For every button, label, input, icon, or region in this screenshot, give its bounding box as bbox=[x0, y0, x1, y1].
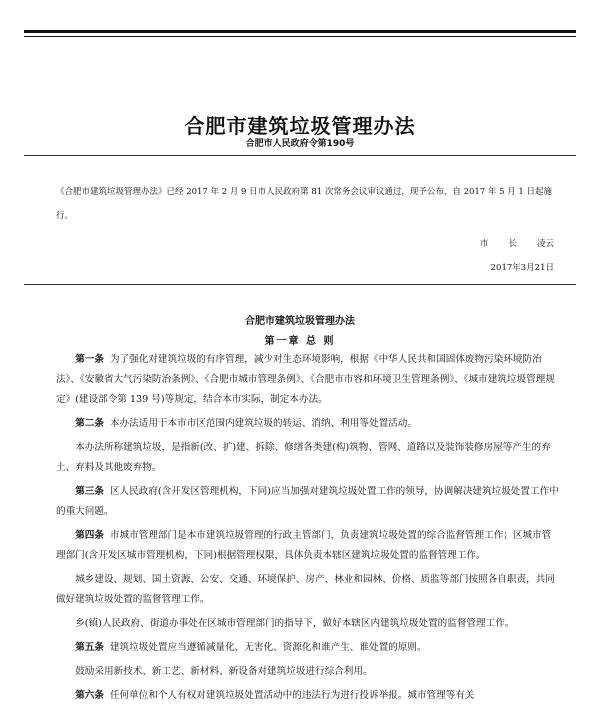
paragraph bbox=[56, 638, 560, 658]
signature-block bbox=[480, 232, 554, 280]
article-label: 第五条 bbox=[75, 642, 104, 653]
paragraph bbox=[56, 438, 560, 478]
top-double-rule bbox=[24, 30, 576, 33]
article-label: 第二条 bbox=[75, 418, 104, 429]
paragraph-text: 乡(镇)人民政府、街道办事处在区城市管理部门的指导下，做好本辖区内建筑垃圾处置的监督管理工作。 bbox=[75, 618, 515, 629]
paragraph-text: 建筑垃圾处置应当遵循减量化、无害化、资源化和谁产生、谁处置的原则。 bbox=[109, 642, 427, 653]
article-label: 第三条 bbox=[75, 486, 104, 497]
paragraph bbox=[56, 414, 560, 434]
paragraph bbox=[56, 526, 560, 566]
signer-title: 市长 bbox=[479, 239, 537, 249]
article-label: 第一条 bbox=[75, 354, 104, 365]
paragraph bbox=[56, 482, 560, 522]
page-title: 合肥市建筑垃圾管理办法 bbox=[184, 114, 416, 138]
signer-line bbox=[480, 232, 554, 256]
law-body bbox=[56, 350, 560, 710]
paragraph-text: 为了强化对建筑垃圾的有序管理，减少对生态环境影响，根据《中华人民共和国固体废物污染环境防治法》、《安徽省大气污染防治条例》、《合肥市城市管理条例》、《合肥市市容和环境卫生管理条例》、《城市建筑垃圾管理规定》(建设部令第 139 号)等规定，结合本市实际，制定本办法。 bbox=[56, 354, 555, 405]
paragraph-text: 本办法所称建筑垃圾，是指新(改、扩)建、拆除、修缮各类建(构)筑物、管网、道路以及装饰装修房屋等产生的弃土、弃料及其他废弃物。 bbox=[56, 442, 551, 473]
paragraph-text: 鼓励采用新技术、新工艺、新材料、新设备对建筑垃圾进行综合利用。 bbox=[75, 666, 373, 677]
paragraph bbox=[56, 662, 560, 682]
paragraph bbox=[56, 350, 560, 410]
paragraph bbox=[56, 686, 560, 706]
decree-number: 合肥市人民政府令第190号 bbox=[245, 139, 355, 149]
top-thin-rule bbox=[24, 36, 576, 37]
law-title: 合肥市建筑垃圾管理办法 bbox=[245, 316, 355, 327]
section-divider-bottom bbox=[24, 284, 576, 285]
issue-date: 2017年3月21日 bbox=[490, 263, 554, 273]
paragraph-text: 区人民政府(含开发区管理机构，下同)应当加强对建筑垃圾处置工作的领导，协调解决建筑垃圾处置工作中的重大问题。 bbox=[56, 486, 559, 517]
paragraph-text: 城乡建设、规划、国土资源、公安、交通、环境保护、房产、林业和园林、价格、质监等部门按照各自职责，共同做好建筑垃圾处置的监督管理工作。 bbox=[56, 574, 555, 605]
signer-name: 凌云 bbox=[536, 239, 554, 249]
section-divider-top bbox=[24, 155, 576, 156]
paragraph-text: 市城市管理部门是本市建筑垃圾管理的行政主管部门，负责建筑垃圾处置的综合监督管理工作；区城市管理部门(含开发区城市管理机构，下同)根据管理权限，具体负责本辖区建筑垃圾处置的监督管理工作。 bbox=[56, 530, 552, 561]
chapter-heading: 第一章 总 则 bbox=[264, 336, 336, 347]
preamble-text: 《合肥市建筑垃圾管理办法》已经 2017 年 2 月 9 日市人民政府第 81 次常务会议审议通过，现予公布，自 2017 年 5 月 1 日起施行。 bbox=[56, 187, 553, 221]
paragraph-text: 任何单位和个人有权对建筑垃圾处置活动中的违法行为进行投诉举报。城市管理等有关 bbox=[109, 690, 475, 701]
paragraph-text: 本办法适用于本市市区范围内建筑垃圾的转运、消纳、利用等处置活动。 bbox=[109, 418, 417, 429]
article-label: 第六条 bbox=[75, 690, 104, 701]
article-label: 第四条 bbox=[75, 530, 104, 541]
paragraph bbox=[56, 614, 560, 634]
paragraph bbox=[56, 570, 560, 610]
